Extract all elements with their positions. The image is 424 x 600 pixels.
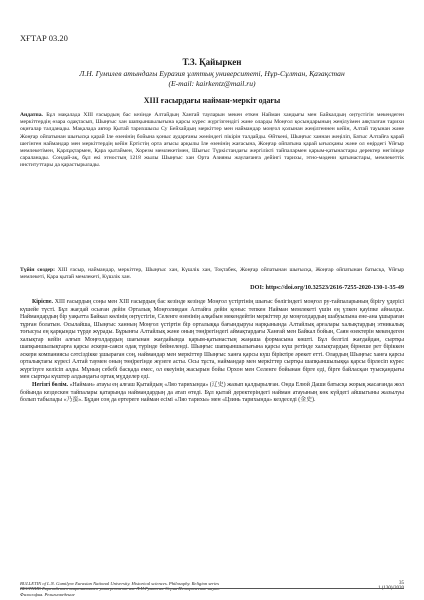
footer-line-ru-2: Философия. Религиоведение: [20, 591, 75, 597]
abstract-label: Андатпа.: [20, 112, 43, 118]
article-body: [20, 299, 404, 405]
doi-link[interactable]: DOI: https://doi.org/10.32523/2616-7255-2020-130-1-35-49: [250, 284, 404, 291]
affiliation: [0, 69, 424, 89]
main-text: «Найман» атауы ең алғаш Қытайдың «Ляо тарихында» (辽史) жазып қалдырылған. Онда Елюй Даши батысқа жорық жасағанда жол бойында кездескен тайпалары қатарында наймандардың да атап өтеді. Бұл қытай деректеріндегі найман атауының көк күйдегі айшыгыны жазылуы болып табылады «乃蛮». Бұдан соң да ертереге найман есімі «Ляо тарихы» мен «Цзинь тарихында» кездеседі (金史).: [20, 382, 404, 404]
issue-number: 1 (130)/2020: [378, 586, 404, 592]
article-code: ХҒТАР 03.20: [20, 33, 68, 43]
article-title: XIII ғасырдағы найман-меркіт одағы: [143, 96, 281, 105]
keywords-text: XIII ғасыр, наймандар, меркіттер, Шыңғыс хан, Күшлік хан, Тоқтабек, Жоңғар ойпатынан шығысқа, Жоңғар ойпатынан батысқа, Ұйғыр мемлекеті, Қара қытай мемлекеті, Күшлік хан.: [20, 267, 404, 281]
affiliation-institution: Л.Н. Гумилев атындағы Еуразия ұлттық университеті, Нұр-Сұлтан, Қазақстан: [79, 69, 345, 78]
journal-footer: [20, 581, 380, 597]
affiliation-email: (E-mail: kairkentz@mail.ru): [168, 79, 256, 88]
main-paragraph: [20, 382, 404, 405]
abstract-text: Бұл мақалада XIII ғасырдың бас кезінде Алтайдың Хангай тауларын мекен еткен Найман хандығы мен Байкалдың оңтүстігін мекендеген меркіттердің өзара одақтасып, Шыңғыс хан шапқыншылығына қарсы күрес жүргізгендігі және оларды Моңғол қосындарының жеңілуімен аяқталған тарихи оқиғалар талданады. Мақалада автор Қытай тарихшысы Су Бейхайдың меркіттер мен наймандар моңғол қолынан жеңілгеннен кейін, Алтай тауынан және Жоңғар ойпатынан шығысқа қарай Іле өзенінің бойына қоныс аударғаны жөніндегі пікірін талдайды. Өйткені, Шыңғыс ханнан жеңіліп, Батыс Алтайға қарай шегінген наймандар мен меркіттердің кейін Ертістің орта ағысы арқылы Іле өзенінің жағасына, Жоңғар ойпатына қарай ығысқаны және ол өңірдегі Ұйғыр мемлекетімен, Қарлұқтармен, Қара қытаймен, Хорезм мемлекетімен, Шығыс Түркістандағы жергілікті тайпалармен қарым-қатынастары деректер негізінде сараланады. Сондай-ақ, бұл екі этностың 1218 жылы Шыңғыс хан Орта Азияны жаулағанға дейінгі тарихы, этно-мәдени қатынастары, мемлекеттік институттары да қарастырылады.: [20, 112, 405, 169]
footer-line-en: BULLETIN of L.N. Gumilyov Eurasian National University. Historical sciences. Philosophy. Religion series: [20, 581, 220, 586]
keywords: [20, 267, 404, 281]
page-number: 35: [399, 581, 404, 586]
footer-line-ru: ВЕСТНИК Евразийского национального университета им. Л.Н.Гумилева. Серия Исторические науки.: [20, 586, 220, 592]
intro-paragraph: [20, 299, 404, 382]
intro-text: XIII ғасырдың соңы мен XIII ғасырдың бас кезінде кезінде Моңғол үстіртінің шығыс бөлігіндегі моңғол ру-тайпаларының бірігу үдерісі күшейе түсті. Бұл жағдай осыған дейін Орталық Моңғолиядан Алтайға дейін қоныс тепкен Найман мемлекеті үшін ең үлкен қауіпке айналды. Наймандардың бір уақытта Байкал көлінің оңтүстігін, Селенге өзенінің алқабын мекендейтін меркіттер де моңғолдардың шабуылына ене-ана ұшыраған тұрған болатын. Осылайша, Шыңғыс ханның Моңғол үстіртін бір орталыққа бағындыруы нарқынында Алтайлық арғалары халықтардың этникалық тоғысуы ең қарқынды түрде жүрады. Бұрынғы Алтайлық және оның төңірегіндегі аймақтардағы Ханғай мен Байкал бойын, Саян өзектерін мекендеген халықтар кейін алғып Моңғолдардың шағынан жағдайында қарым-қатынастың жаңаша формасына көшті. Бұл белгілі жағдайдан, сыртқы шапқыншылықтарға қарсы әскери-саяси одақ түрінде бейнеленді. Шыңғыс шапқыншылығына қарсы күш ретінде халықтардың бірнеше рет біріккен әскери компаниясы сәтсіздікке ұшыраған соң, наймандар мен меркіттер Шыңғыс ханға қарсы күш біріктіре әрекет етті. Олардың Шыңғыс ханға қарсы орталықтағы күресі Алтай таумен оның төңірегінде жүзеге асты. Осы тұста, наймандар мен меркіттер сыртқы шапқыншылыққа қарсы бірлесіп күрес жүргізуге келісіп алды. Мұның себебі басқада емес, ол екеуінің жасырын бойы Орхон мен Селенге бойынан бірге еді, бірге байласқан туысқандығы мен сыртқы күштер алдындағы ортақ мүдделер еді.: [20, 299, 405, 381]
intro-label: Кіріспе.: [32, 299, 53, 305]
author-name: Т.З. Қайыркен: [182, 57, 242, 67]
main-label: Негізгі бөлім.: [32, 382, 69, 389]
page-number-block: [378, 581, 404, 592]
abstract: [20, 112, 404, 170]
keywords-label: Түйін сөздер:: [20, 267, 56, 273]
